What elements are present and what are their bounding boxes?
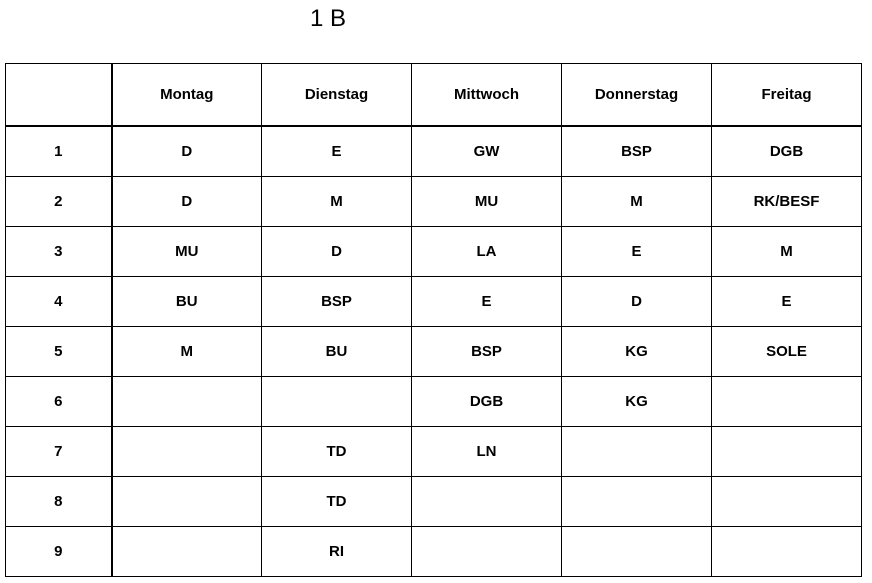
- lesson-cell: TD: [262, 477, 412, 527]
- day-header-monday: Montag: [112, 64, 262, 127]
- timetable-header: [6, 64, 862, 127]
- corner-cell: [6, 64, 112, 127]
- table-row: [6, 527, 862, 577]
- period-number: 2: [6, 177, 112, 227]
- lesson-cell: M: [262, 177, 412, 227]
- lesson-cell: [712, 527, 862, 577]
- table-row: [6, 377, 862, 427]
- period-number: 9: [6, 527, 112, 577]
- lesson-cell: RK/BESF: [712, 177, 862, 227]
- lesson-cell: LA: [412, 227, 562, 277]
- lesson-cell: D: [562, 277, 712, 327]
- timetable-body: [6, 126, 862, 577]
- lesson-cell: [262, 377, 412, 427]
- lesson-cell: M: [112, 327, 262, 377]
- lesson-cell: M: [712, 227, 862, 277]
- lesson-cell: KG: [562, 377, 712, 427]
- lesson-cell: M: [562, 177, 712, 227]
- day-header-tuesday: Dienstag: [262, 64, 412, 127]
- day-header-wednesday: Mittwoch: [412, 64, 562, 127]
- lesson-cell: D: [112, 177, 262, 227]
- header-row: [6, 64, 862, 127]
- class-title: 1 B: [309, 5, 347, 32]
- lesson-cell: D: [112, 126, 262, 177]
- lesson-cell: BSP: [562, 126, 712, 177]
- table-row: [6, 277, 862, 327]
- lesson-cell: [712, 477, 862, 527]
- lesson-cell: DGB: [412, 377, 562, 427]
- lesson-cell: [112, 527, 262, 577]
- lesson-cell: DGB: [712, 126, 862, 177]
- period-number: 5: [6, 327, 112, 377]
- lesson-cell: [112, 427, 262, 477]
- lesson-cell: BU: [262, 327, 412, 377]
- period-number: 3: [6, 227, 112, 277]
- lesson-cell: BSP: [412, 327, 562, 377]
- lesson-cell: BSP: [262, 277, 412, 327]
- lesson-cell: LN: [412, 427, 562, 477]
- lesson-cell: [562, 527, 712, 577]
- lesson-cell: D: [262, 227, 412, 277]
- period-number: 1: [6, 126, 112, 177]
- lesson-cell: E: [712, 277, 862, 327]
- lesson-cell: [562, 427, 712, 477]
- lesson-cell: [412, 527, 562, 577]
- table-row: [6, 477, 862, 527]
- period-number: 8: [6, 477, 112, 527]
- lesson-cell: RI: [262, 527, 412, 577]
- lesson-cell: E: [262, 126, 412, 177]
- lesson-cell: GW: [412, 126, 562, 177]
- lesson-cell: [112, 477, 262, 527]
- lesson-cell: MU: [412, 177, 562, 227]
- table-row: [6, 327, 862, 377]
- day-header-thursday: Donnerstag: [562, 64, 712, 127]
- period-number: 6: [6, 377, 112, 427]
- lesson-cell: E: [562, 227, 712, 277]
- lesson-cell: KG: [562, 327, 712, 377]
- lesson-cell: [712, 377, 862, 427]
- table-row: [6, 126, 862, 177]
- lesson-cell: [112, 377, 262, 427]
- lesson-cell: [412, 477, 562, 527]
- table-row: [6, 427, 862, 477]
- table-row: [6, 177, 862, 227]
- lesson-cell: E: [412, 277, 562, 327]
- period-number: 7: [6, 427, 112, 477]
- period-number: 4: [6, 277, 112, 327]
- lesson-cell: BU: [112, 277, 262, 327]
- lesson-cell: TD: [262, 427, 412, 477]
- table-row: [6, 227, 862, 277]
- lesson-cell: [562, 477, 712, 527]
- lesson-cell: MU: [112, 227, 262, 277]
- timetable: [5, 63, 862, 577]
- day-header-friday: Freitag: [712, 64, 862, 127]
- lesson-cell: [712, 427, 862, 477]
- lesson-cell: SOLE: [712, 327, 862, 377]
